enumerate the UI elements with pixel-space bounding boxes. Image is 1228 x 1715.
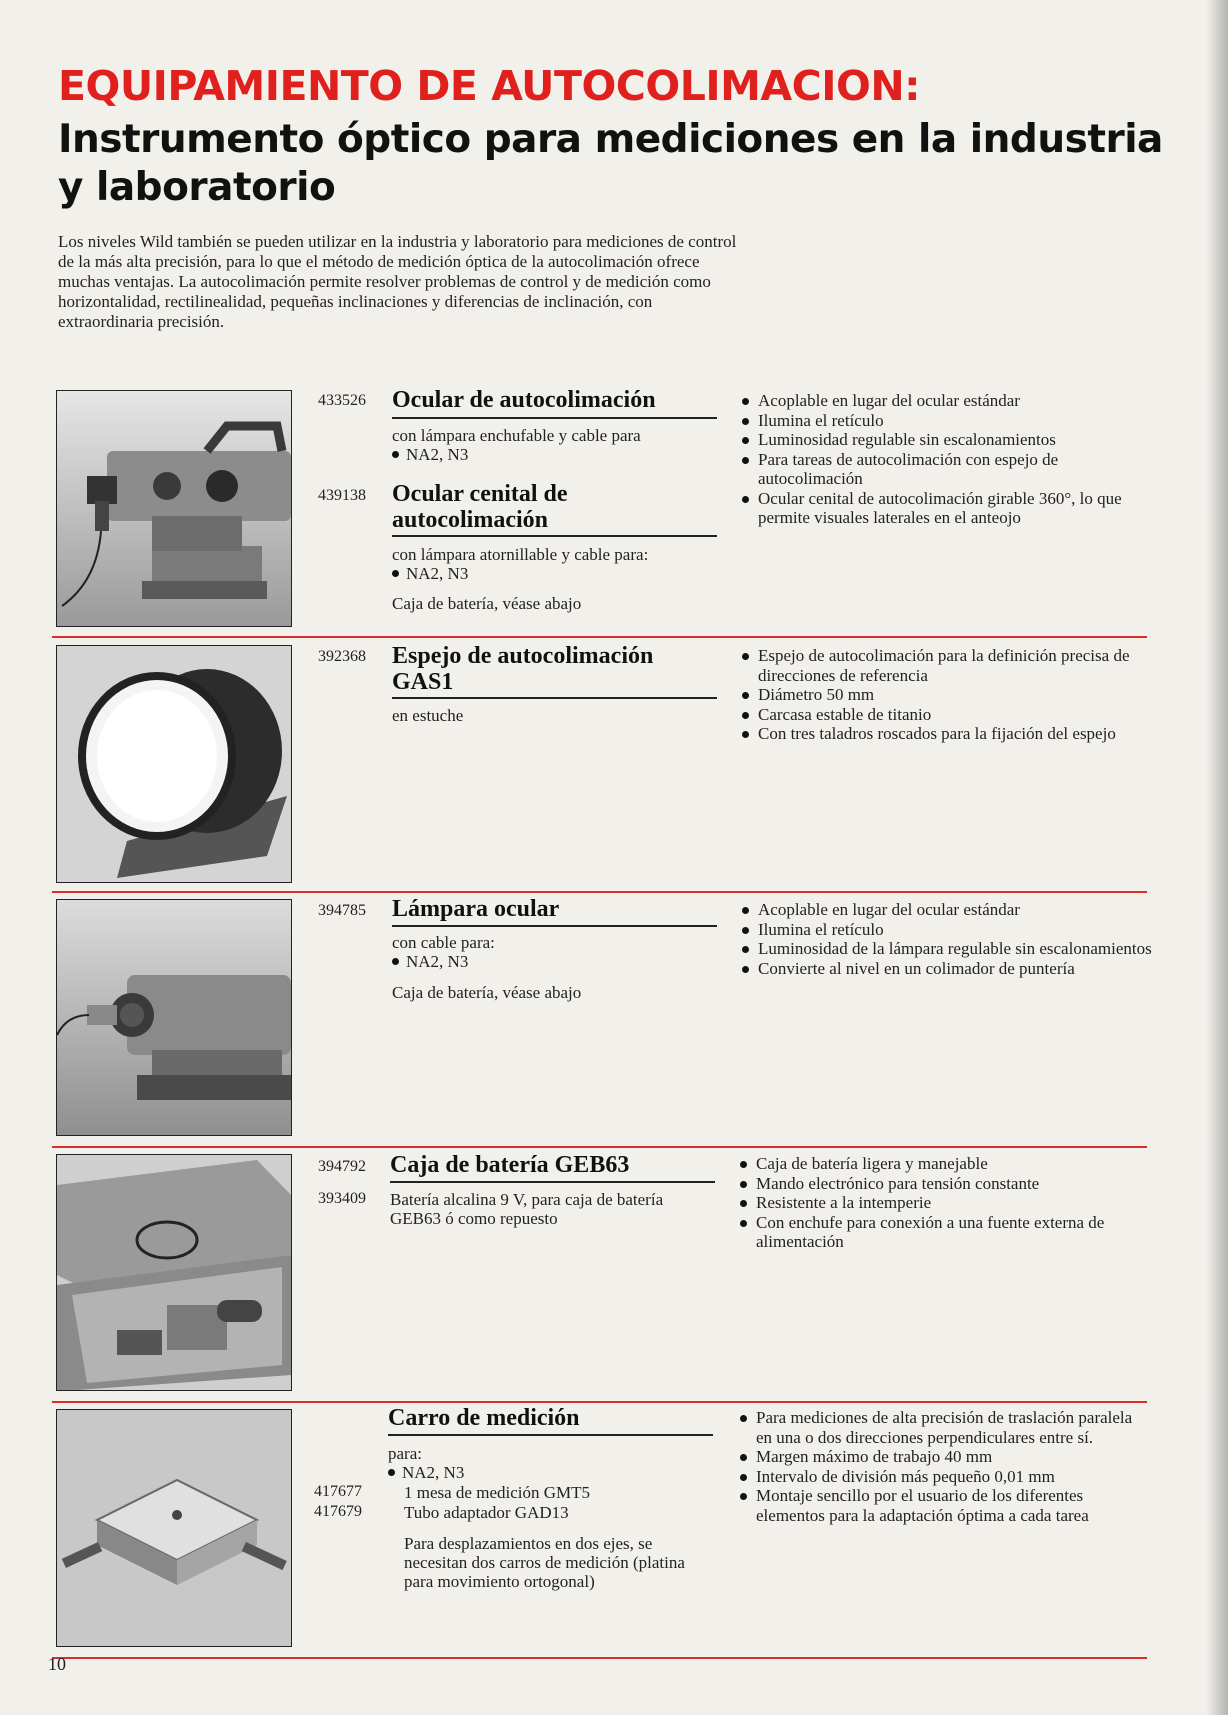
feature-list: [738, 1154, 1158, 1252]
title-underline: [392, 925, 717, 927]
feature-list: [740, 900, 1160, 978]
feature-item: Convierte al nivel en un colimador de puntería: [740, 959, 1160, 979]
feature-item: Luminosidad de la lámpara regulable sin escalonamientos: [740, 939, 1160, 959]
battery-case-illustration: [57, 1155, 291, 1390]
product-code: 394792: [318, 1158, 366, 1175]
product-code: 417679: [314, 1503, 362, 1520]
feature-item: Mando electrónico para tensión constante: [738, 1174, 1158, 1194]
product-note: Caja de batería, véase abajo: [392, 594, 582, 613]
compatible-models-text: NA2, N3: [406, 564, 469, 583]
photo-eyepiece-lamp: [56, 899, 292, 1136]
feature-item: Con enchufe para conexión a una fuente externa de alimentación: [738, 1213, 1158, 1252]
section-divider: [52, 1146, 1147, 1148]
photo-measuring-carriage: [56, 1409, 292, 1647]
product-description: con lámpara atornillable y cable para:: [392, 545, 649, 564]
product-title: Lámpara ocular: [392, 896, 560, 922]
product-code: 433526: [318, 392, 366, 409]
feature-item: Acoplable en lugar del ocular estándar: [740, 391, 1160, 411]
feature-item: Intervalo de división más pequeño 0,01 mm: [738, 1467, 1143, 1487]
component-label: 1 mesa de medición GMT5: [404, 1483, 591, 1502]
bullet-icon: [388, 1469, 395, 1476]
feature-item: Luminosidad regulable sin escalonamientos: [740, 430, 1160, 450]
compatible-models-text: NA2, N3: [402, 1463, 465, 1482]
intro-paragraph: Los niveles Wild también se pueden utilizar en la industria y laboratorio para mediciones de control de la más alta precisión, para lo que el método de medición óptica de la autocolimación ofrece muchas ventajas. La autocolimación permite resolver problemas de control y de medición como horizontalidad, rectilinealidad, pequeñas inclinaciones y diferencias de inclinación, con extraordinaria precisión.: [58, 232, 737, 331]
heading-black: Instrumento óptico para mediciones en la industria y laboratorio: [58, 117, 1163, 210]
product-description: con lámpara enchufable y cable para: [392, 426, 641, 445]
measuring-carriage-illustration: [57, 1410, 291, 1646]
title-underline: [392, 417, 717, 419]
bullet-icon: [392, 451, 399, 458]
feature-item: Ilumina el retículo: [740, 411, 1160, 431]
compatible-models-text: NA2, N3: [406, 445, 469, 464]
section-divider: [52, 891, 1147, 893]
feature-item: Ilumina el retículo: [740, 920, 1160, 940]
product-title: Carro de medición: [388, 1405, 580, 1431]
title-underline: [388, 1434, 713, 1436]
product-description: Batería alcalina 9 V, para caja de batería GEB63 ó como repuesto: [390, 1190, 664, 1228]
product-code: 394785: [318, 902, 366, 919]
product-description: con cable para:: [392, 933, 495, 952]
feature-item: Con tres taladros roscados para la fijación del espejo: [740, 724, 1160, 744]
page-edge-shadow: [1206, 0, 1228, 1715]
product-code: 392368: [318, 648, 366, 665]
product-title: Espejo de autocolimación GAS1: [392, 643, 654, 695]
compatible-models: [392, 952, 468, 971]
feature-list: [740, 391, 1160, 528]
product-note: Para desplazamientos en dos ejes, se necesitan dos carros de medición (platina para movimiento ortogonal): [404, 1534, 685, 1591]
feature-item: Resistente a la intemperie: [738, 1193, 1158, 1213]
title-underline: [392, 697, 717, 699]
product-description: en estuche: [392, 706, 464, 725]
feature-list: [740, 646, 1160, 744]
heading-red: EQUIPAMIENTO DE AUTOCOLIMACION:: [58, 62, 921, 110]
title-underline: [392, 535, 717, 537]
feature-list: [738, 1408, 1143, 1525]
compatible-models: [392, 564, 468, 583]
feature-item: Acoplable en lugar del ocular estándar: [740, 900, 1160, 920]
eyepiece-lamp-illustration: [57, 900, 291, 1135]
bullet-icon: [392, 958, 399, 965]
component-label: Tubo adaptador GAD13: [404, 1503, 569, 1522]
product-title: Ocular cenital de autocolimación: [392, 481, 568, 533]
photo-battery-box: [56, 1154, 292, 1391]
product-description: para:: [388, 1444, 422, 1463]
feature-item: Margen máximo de trabajo 40 mm: [738, 1447, 1143, 1467]
feature-item: Diámetro 50 mm: [740, 685, 1160, 705]
mirror-illustration: [57, 646, 291, 882]
feature-item: Para tareas de autocolimación con espejo de autocolimación: [740, 450, 1160, 489]
product-note: Caja de batería, véase abajo: [392, 983, 582, 1002]
feature-item: Montaje sencillo por el usuario de los diferentes elementos para la adaptación óptima a cada tarea: [738, 1486, 1143, 1525]
product-code: 393409: [318, 1190, 366, 1207]
compatible-models: [388, 1463, 464, 1482]
product-code: 439138: [318, 487, 366, 504]
product-title: Caja de batería GEB63: [390, 1152, 630, 1178]
photo-autocollimation-mirror: [56, 645, 292, 883]
product-code: 417677: [314, 1483, 362, 1500]
section-divider: [52, 636, 1147, 638]
product-title: Ocular de autocolimación: [392, 387, 656, 413]
photo-autocollimation-eyepiece: [56, 390, 292, 627]
feature-item: Para mediciones de alta precisión de traslación paralela en una o dos direcciones perpendiculares entre sí.: [738, 1408, 1143, 1447]
level-eyepiece-illustration: [57, 391, 291, 626]
feature-item: Carcasa estable de titanio: [740, 705, 1160, 725]
title-underline: [390, 1181, 715, 1183]
page-number: 10: [48, 1654, 66, 1674]
bullet-icon: [392, 570, 399, 577]
compatible-models: [392, 445, 468, 464]
section-divider: [52, 1657, 1147, 1659]
section-divider: [52, 1401, 1147, 1403]
feature-item: Ocular cenital de autocolimación girable 360°, lo que permite visuales laterales en el anteojo: [740, 489, 1160, 528]
feature-item: Espejo de autocolimación para la definición precisa de direcciones de referencia: [740, 646, 1160, 685]
compatible-models-text: NA2, N3: [406, 952, 469, 971]
feature-item: Caja de batería ligera y manejable: [738, 1154, 1158, 1174]
